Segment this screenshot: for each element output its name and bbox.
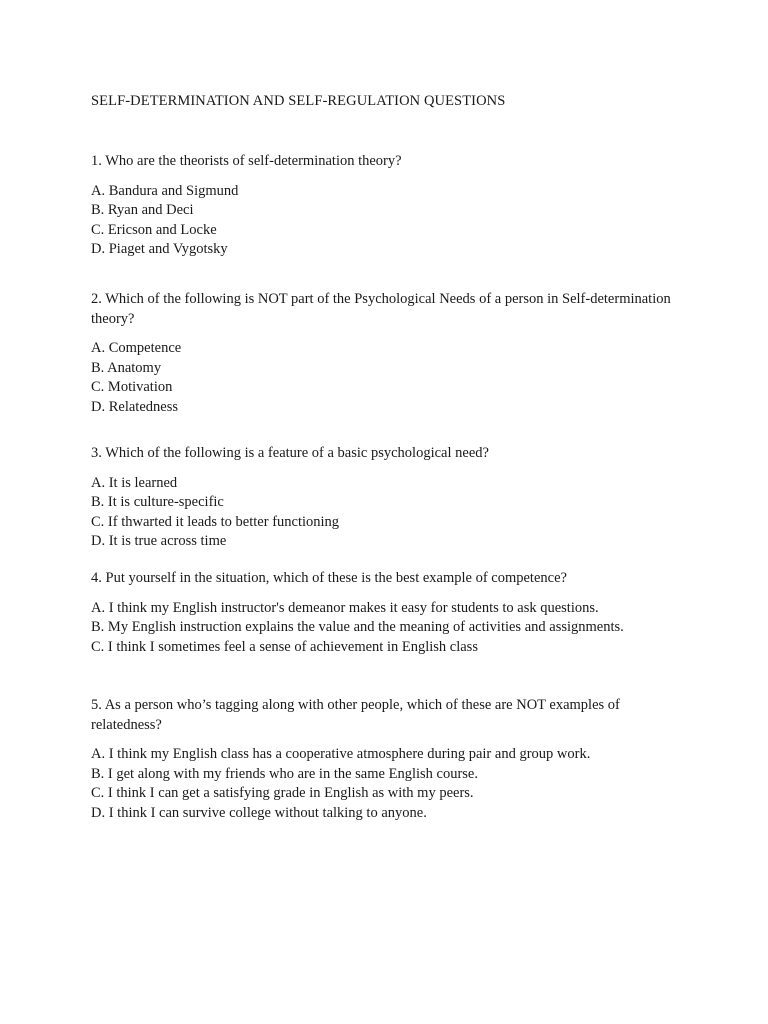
question-1 xyxy=(91,152,691,260)
answer-option: A. Competence xyxy=(91,340,182,356)
document-title: SELF-DETERMINATION AND SELF-REGULATION QUESTIONS xyxy=(91,93,506,109)
question-4 xyxy=(91,569,691,657)
answer-option: C. I think I can get a satisfying grade in English as with my peers. xyxy=(91,785,474,801)
answer-option: D. It is true across time xyxy=(91,533,227,549)
question-2 xyxy=(91,290,691,417)
question-5 xyxy=(91,696,691,823)
question-text: 4. Put yourself in the situation, which of these is the best example of competence? xyxy=(91,570,567,586)
answer-option: A. I think my English class has a cooperative atmosphere during pair and group work. xyxy=(91,746,591,762)
answer-option: A. Bandura and Sigmund xyxy=(91,182,239,199)
answer-option: C. If thwarted it leads to better functioning xyxy=(91,513,340,530)
answer-option: B. I get along with my friends who are in the same English course. xyxy=(91,765,478,782)
answer-option: A. It is learned xyxy=(91,474,178,491)
answer-option: D. Relatedness xyxy=(91,398,178,415)
question-text: 5. As a person who’s tagging along with other people, which of these are NOT examples of relatedness? xyxy=(91,697,620,733)
answer-option: C. Ericson and Locke xyxy=(91,221,217,238)
question-3 xyxy=(91,444,691,552)
answer-option: B. It is culture-specific xyxy=(91,494,224,510)
answer-option: D. Piaget and Vygotsky xyxy=(91,241,228,257)
question-text: 2. Which of the following is NOT part of the Psychological Needs of a person in Self-determination theory? xyxy=(91,291,671,327)
answer-option: B. My English instruction explains the value and the meaning of activities and assignments. xyxy=(91,619,624,635)
question-text: 3. Which of the following is a feature of a basic psychological need? xyxy=(91,445,489,461)
answer-option: D. I think I can survive college without talking to anyone. xyxy=(91,804,427,821)
answer-option: B. Anatomy xyxy=(91,359,162,376)
question-text: 1. Who are the theorists of self-determination theory? xyxy=(91,153,402,169)
answer-option: A. I think my English instructor's demeanor makes it easy for students to ask questions. xyxy=(91,599,599,616)
answer-option: C. Motivation xyxy=(91,379,173,395)
answer-option: B. Ryan and Deci xyxy=(91,202,194,218)
answer-option: C. I think I sometimes feel a sense of achievement in English class xyxy=(91,638,478,655)
